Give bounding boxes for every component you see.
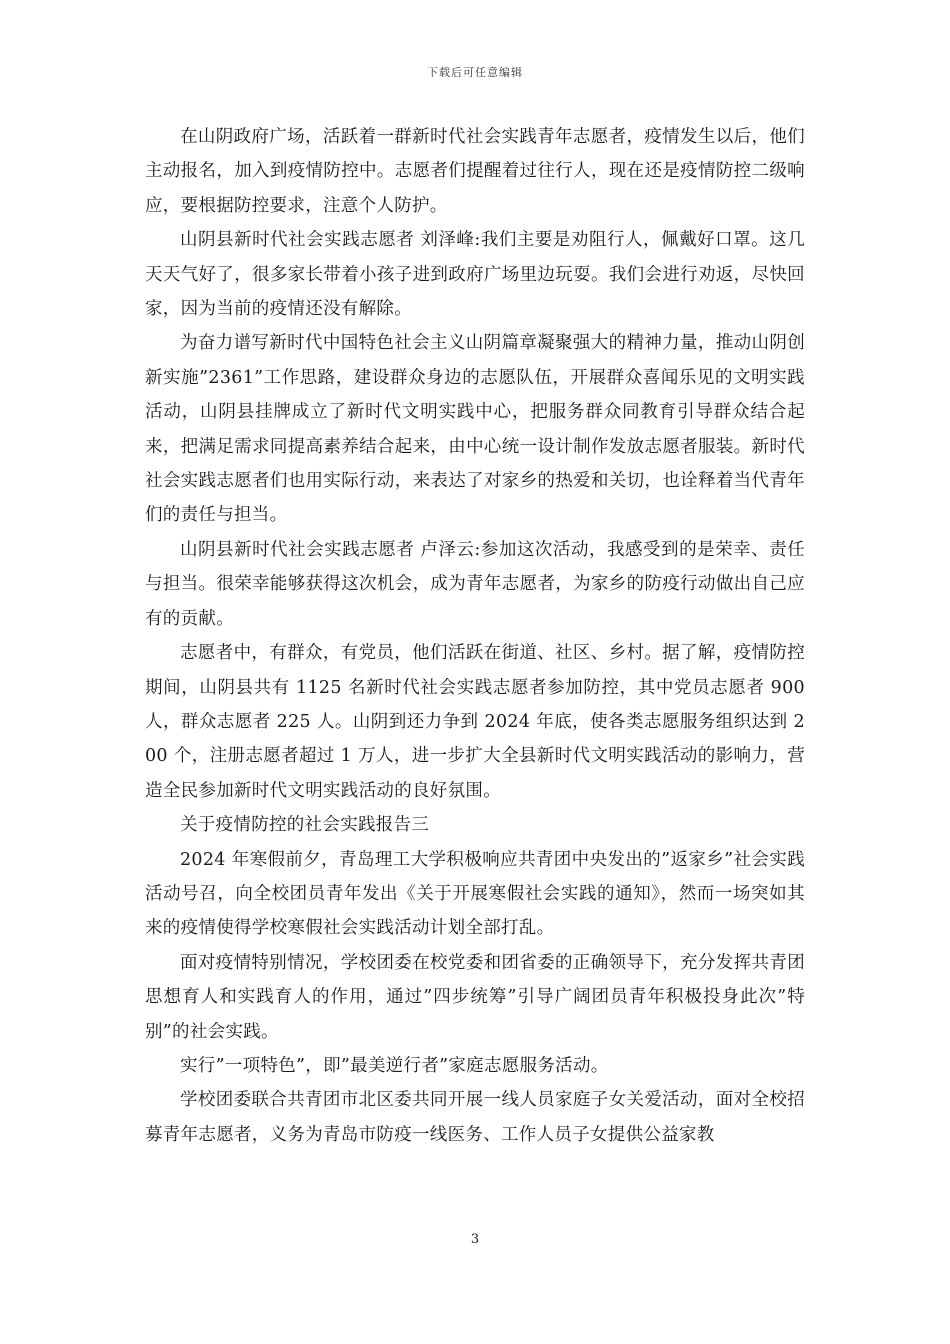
paragraph: 2024 年寒假前夕，青岛理工大学积极响应共青团中央发出的”返家乡”社会实践活动号召，向全校团员青年发出《关于开展寒假社会实践的通知》，然而一场突如其来的疫情使得学校寒假社会实践活动计划全部打乱。 — [145, 849, 805, 939]
paragraph: 面对疫情特别情况，学校团委在校党委和团省委的正确领导下，充分发挥共青团思想育人和实践育人的作用，通过”四步统筹”引导广阔团员青年积极投身此次”特别”的社会实践。 — [145, 952, 805, 1042]
paragraph: 山阴县新时代社会实践志愿者 刘泽峰:我们主要是劝阻行人，佩戴好口罩。这几天天气好了，很多家长带着小孩子进到政府广场里边玩耍。我们会进行劝返，尽快回家，因为当前的疫情还没有解除。 — [145, 230, 805, 320]
paragraph: 志愿者中，有群众，有党员，他们活跃在街道、社区、乡村。据了解，疫情防控期间，山阴县共有 1125 名新时代社会实践志愿者参加防控，其中党员志愿者 900 人，群众志愿者 225 人。山阴到还力争到 2024 年底，使各类志愿服务组织达到 200 个，注册志愿者超过 1 万人，进一步扩大全县新时代文明实践活动的影响力，营造全民参加新时代文明实践活动的良好氛围。 — [145, 643, 805, 801]
paragraph: 为奋力谱写新时代中国特色社会主义山阴篇章凝聚强大的精神力量，推动山阴创新实施”2361”工作思路，建设群众身边的志愿队伍，开展群众喜闻乐见的文明实践活动，山阴县挂牌成立了新时代文明实践中心，把服务群众同教育引导群众结合起来，把满足需求同提高素养结合起来，由中心统一设计制作发放志愿者服装。新时代社会实践志愿者们也用实际行动，来表达了对家乡的热爱和关切，也诠释着当代青年们的责任与担当。 — [145, 333, 805, 526]
paragraph: 在山阴政府广场，活跃着一群新时代社会实践青年志愿者，疫情发生以后，他们主动报名，加入到疫情防控中。志愿者们提醒着过往行人，现在还是疫情防控二级响应，要根据防控要求，注意个人防护。 — [145, 127, 805, 216]
paragraph: 实行”一项特色”，即”最美逆行者”家庭志愿服务活动。 — [180, 1055, 609, 1076]
paragraph: 学校团委联合共青团市北区委共同开展一线人员家庭子女关爱活动，面对全校招募青年志愿者，义务为青岛市防疫一线医务、工作人员子女提供公益家教 — [145, 1090, 805, 1145]
section-heading: 关于疫情防控的社会实践报告三 — [180, 815, 430, 836]
page-header: 下载后可任意编辑 — [427, 66, 523, 79]
document-body — [145, 120, 805, 1152]
page-number: 3 — [470, 1232, 480, 1247]
paragraph: 山阴县新时代社会实践志愿者 卢泽云:参加这次活动，我感受到的是荣幸、责任与担当。很荣幸能够获得这次机会，成为青年志愿者，为家乡的防疫行动做出自己应有的贡献。 — [145, 539, 805, 629]
